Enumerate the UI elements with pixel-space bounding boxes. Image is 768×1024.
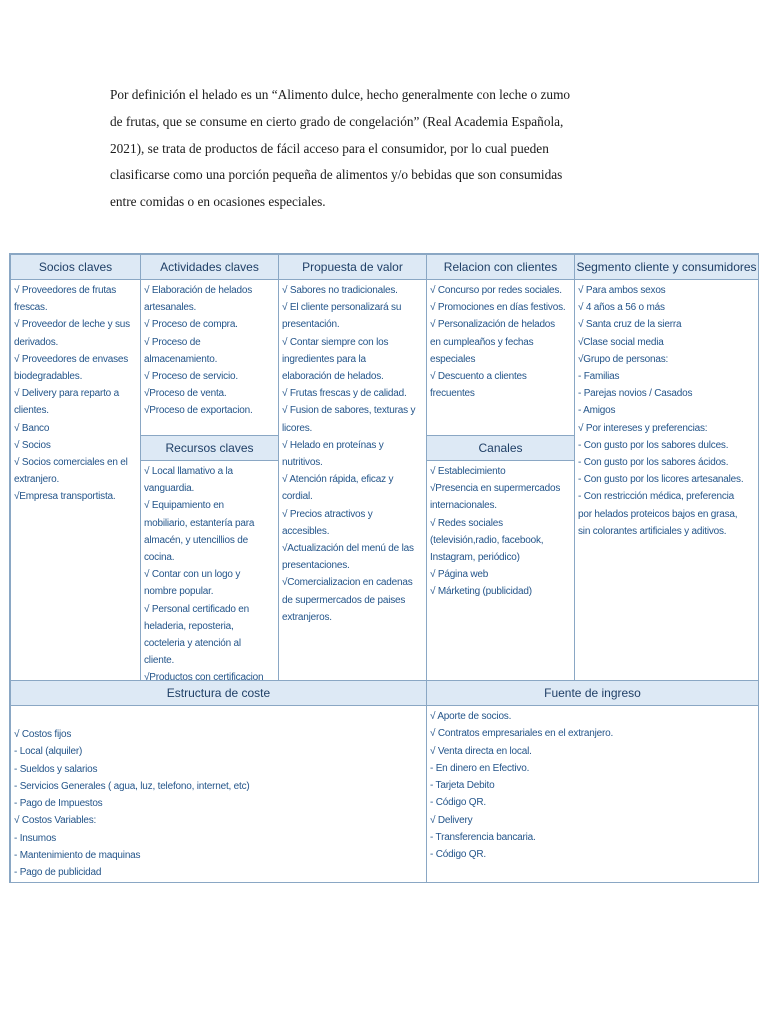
list-item: - Transferencia bancaria.	[430, 832, 536, 844]
list-item: √Clase social media	[578, 336, 664, 348]
list-item: √ Proceso de	[144, 336, 201, 348]
list-item: √ Banco	[14, 422, 50, 434]
list-item: √ Redes sociales	[430, 517, 503, 529]
list-item: extranjero.	[14, 474, 60, 486]
list-item: √ Para ambos sexos	[578, 285, 666, 296]
relacion-clientes-block	[426, 254, 575, 436]
list-item: elaboración de helados.	[282, 371, 384, 383]
list-item: √ Personal certificado en	[144, 603, 249, 615]
list-item: √ Helado en proteínas y	[282, 439, 384, 451]
block-title: Canales	[427, 436, 574, 461]
list-item: - En dinero en Efectivo.	[430, 762, 530, 774]
block-title: Propuesta de valor	[279, 255, 426, 280]
list-item: √ Precios atractivos y	[282, 508, 373, 520]
block-title: Actividades claves	[141, 255, 278, 280]
list-item: √Proceso de venta.	[144, 388, 227, 400]
list-item: √ El cliente personalizará su	[282, 302, 402, 314]
list-item: artesanales.	[144, 302, 197, 314]
list-item: nombre popular.	[144, 586, 214, 598]
block-title: Recursos claves	[141, 436, 278, 461]
list-item: √ Socios	[14, 439, 51, 451]
list-item: accesibles.	[282, 525, 330, 537]
list-item: sin colorantes artificiales y aditivos.	[578, 525, 727, 537]
list-item: - Con gusto por los licores artesanales.	[578, 474, 744, 486]
list-item: - Local (alquiler)	[14, 746, 83, 758]
list-item: presentaciones.	[282, 560, 350, 572]
list-item: cordial.	[282, 491, 313, 503]
list-item: - Parejas novios / Casados	[578, 388, 693, 400]
item-list	[141, 280, 278, 420]
list-item: - Insumos	[14, 832, 57, 844]
list-item: √ Socios comerciales en el	[14, 457, 128, 469]
list-item: de supermercados de paises	[282, 594, 406, 606]
item-list	[279, 280, 426, 626]
list-item: √ Local llamativo a la	[144, 466, 233, 477]
list-item: cocteleria y atención al	[144, 638, 241, 650]
list-item: - Código QR.	[430, 849, 486, 861]
block-title: Estructura de coste	[11, 681, 426, 706]
list-item: especiales	[430, 353, 476, 365]
list-item: - Sueldos y salarios	[14, 763, 98, 775]
list-item: √ Establecimiento	[430, 466, 506, 477]
list-item: √ Descuento a clientes	[430, 371, 527, 383]
list-item: √ Sabores no tradicionales.	[282, 285, 398, 296]
list-item: √ Contratos empresariales en el extranjero.	[430, 728, 614, 740]
list-item: frecuentes	[430, 388, 475, 400]
item-list	[141, 461, 278, 681]
list-item: √ Proceso de compra.	[144, 319, 238, 331]
list-item: √ Contar siempre con los	[282, 336, 389, 348]
list-item: √Presencia en supermercados	[430, 483, 561, 495]
list-item: √Actualización del menú de las	[282, 543, 414, 555]
list-item: √ Santa cruz de la sierra	[578, 319, 682, 331]
list-item: - Tarjeta Debito	[430, 780, 495, 792]
list-item: almacenamiento.	[144, 353, 218, 365]
list-item: √ 4 años a 56 o más	[578, 302, 665, 314]
intro-paragraph	[110, 82, 658, 216]
list-item: cocina.	[144, 552, 175, 564]
list-item: - Familias	[578, 371, 620, 383]
intro-line: entre comidas o en ocasiones especiales.	[110, 194, 326, 210]
propuesta-valor-block	[278, 254, 427, 681]
list-item: √ Personalización de helados	[430, 319, 555, 331]
list-item: √ Proceso de servicio.	[144, 371, 238, 383]
fuente-ingreso-block	[426, 680, 759, 883]
estructura-coste-block	[10, 680, 427, 883]
list-item: - Pago de publicidad	[14, 867, 102, 879]
list-item: √ Proveedores de envases	[14, 353, 129, 365]
list-item: √ Aporte de socios.	[430, 711, 512, 722]
list-item: presentación.	[282, 319, 340, 331]
item-list	[427, 461, 574, 601]
list-item: √Empresa transportista.	[14, 491, 116, 503]
list-item: cliente.	[144, 655, 175, 667]
list-item: derivados.	[14, 336, 59, 348]
segmento-clientes-block	[574, 254, 759, 681]
list-item: √Proceso de exportacion.	[144, 405, 253, 417]
block-title: Fuente de ingreso	[427, 681, 758, 706]
list-item: en cumpleaños y fechas	[430, 336, 534, 348]
list-item: √ Por intereses y preferencias:	[578, 422, 708, 434]
intro-line: Por definición el helado es un “Alimento dulce, hecho generalmente con leche o zumo	[110, 87, 571, 102]
list-item: - Mantenimiento de maquinas	[14, 850, 141, 862]
list-item: √Productos con certificacion	[144, 672, 264, 681]
list-item: √ Promociones en días festivos.	[430, 302, 566, 314]
list-item: - Con gusto por los sabores dulces.	[578, 439, 729, 451]
list-item: √ Proveedor de leche y sus	[14, 319, 130, 331]
list-item: √ Proveedores de frutas	[14, 285, 117, 296]
list-item: heladeria, reposteria,	[144, 620, 234, 632]
intro-line: de frutas, que se consume en cierto grado de congelación” (Real Academia Española,	[110, 113, 564, 129]
list-item: licores.	[282, 422, 313, 434]
list-item: √ Venta directa en local.	[430, 745, 532, 757]
list-item: - Amigos	[578, 405, 616, 417]
list-item: √ Atención rápida, eficaz y	[282, 474, 394, 486]
list-item: almacén, y utencillios de	[144, 534, 248, 546]
list-item: √ Contar con un logo y	[144, 569, 241, 581]
item-list	[575, 280, 758, 540]
list-item: - Código QR.	[430, 797, 486, 809]
list-item: √ Fusion de sabores, texturas y	[282, 405, 416, 417]
intro-line: clasificarse como una porción pequeña de alimentos y/o bebidas que son consumidas	[110, 167, 563, 183]
list-item: por helados proteicos bajos en grasa,	[578, 508, 738, 520]
list-item: √ Frutas frescas y de calidad.	[282, 388, 407, 400]
list-item: internacionales.	[430, 500, 497, 512]
list-item: frescas.	[14, 302, 48, 314]
list-item: mobiliario, estantería para	[144, 517, 255, 529]
intro-line: 2021), se trata de productos de fácil acceso para el consumidor, por lo cual pueden	[110, 140, 549, 156]
recursos-claves-block	[140, 435, 279, 681]
list-item: - Pago de Impuestos	[14, 798, 103, 810]
actividades-claves-block	[140, 254, 279, 436]
list-item: √ Costos fijos	[14, 729, 72, 740]
list-item: √ Costos Variables:	[14, 815, 97, 827]
list-item: - Con restricción médica, preferencia	[578, 491, 734, 503]
block-title: Socios claves	[11, 255, 140, 280]
item-list	[427, 280, 574, 402]
list-item: Instagram, periódico)	[430, 552, 520, 564]
list-item: extranjeros.	[282, 611, 332, 623]
list-item: √ Elaboración de helados	[144, 285, 252, 296]
item-list	[427, 706, 758, 864]
list-item: biodegradables.	[14, 371, 83, 383]
list-item: √ Delivery	[430, 814, 473, 826]
list-item: √ Concurso por redes sociales.	[430, 285, 562, 296]
list-item: nutritivos.	[282, 457, 323, 469]
list-item: √Grupo de personas:	[578, 353, 669, 365]
socios-claves-block	[10, 254, 141, 681]
list-item: - Con gusto por los sabores ácidos.	[578, 457, 729, 469]
list-item: - Servicios Generales ( agua, luz, telefono, internet, etc)	[14, 780, 250, 792]
list-item: √ Equipamiento en	[144, 500, 224, 512]
block-title: Relacion con clientes	[427, 255, 574, 280]
list-item: √ Página web	[430, 569, 489, 581]
list-item: (televisión,radio, facebook,	[430, 534, 544, 546]
item-list	[11, 706, 426, 882]
block-title: Segmento cliente y consumidores	[575, 255, 758, 280]
list-item: clientes.	[14, 405, 49, 417]
list-item: √ Márketing (publicidad)	[430, 586, 532, 598]
list-item: vanguardia.	[144, 483, 195, 495]
canales-block	[426, 435, 575, 681]
item-list	[11, 280, 140, 506]
list-item: √ Delivery para reparto a	[14, 388, 119, 400]
list-item: ingredientes para la	[282, 353, 366, 365]
business-model-canvas	[9, 253, 759, 883]
list-item: √Comercializacion en cadenas	[282, 577, 413, 589]
